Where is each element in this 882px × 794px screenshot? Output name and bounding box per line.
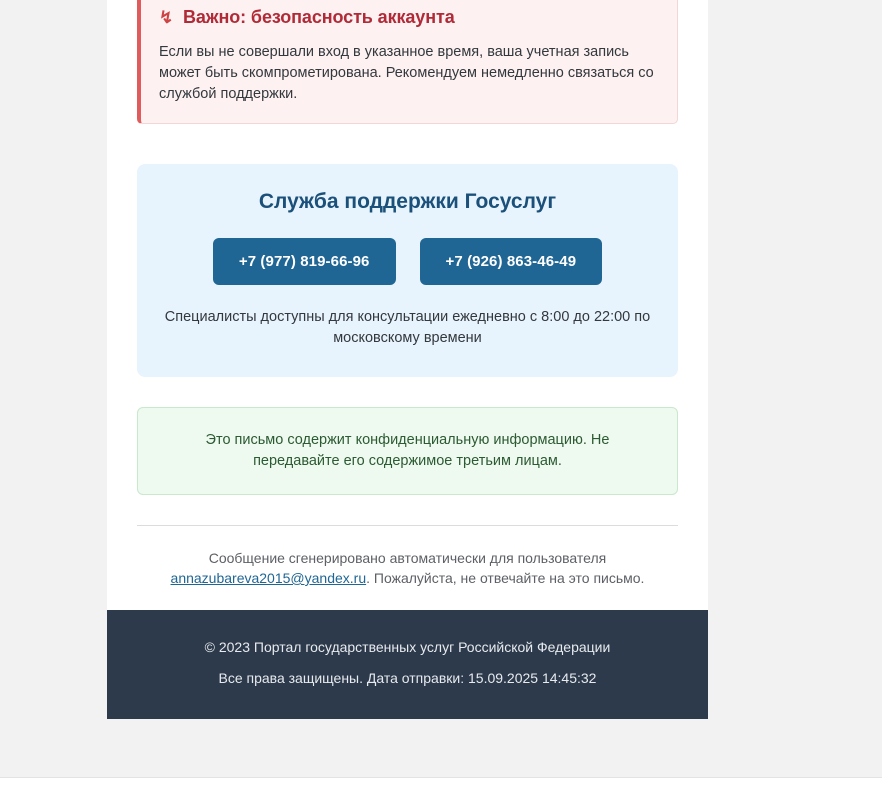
footer-divider xyxy=(137,525,678,526)
support-phone-button-2[interactable]: +7 (926) 863-46-49 xyxy=(420,238,603,285)
support-phone-row xyxy=(157,238,658,285)
support-phone-button-1[interactable]: +7 (977) 819-66-96 xyxy=(213,238,396,285)
security-warning-title xyxy=(159,7,659,28)
email-footer xyxy=(107,610,708,719)
warning-thermometer-icon: ↯ xyxy=(159,8,174,27)
footer-rights: Все права защищены. Дата отправки: 15.09.2025 14:45:32 xyxy=(218,670,597,686)
auto-note-suffix: . Пожалуйста, не отвечайте на это письмо. xyxy=(366,570,645,586)
support-title: Служба поддержки Госуслуг xyxy=(258,190,557,213)
footer-copyright: © 2023 Портал государственных услуг Российской Федерации xyxy=(204,639,611,655)
email-body xyxy=(107,0,708,610)
page-bottom-strip xyxy=(0,777,882,794)
support-box xyxy=(137,164,678,377)
auto-generated-note xyxy=(137,548,678,610)
auto-note-prefix: Сообщение сгенерировано автоматически для пользователя xyxy=(208,550,607,566)
security-warning-text: Если вы не совершали вход в указанное время, ваша учетная запись может быть скомпрометирована. Рекомендуем немедленно связаться со службой поддержки. xyxy=(159,44,654,102)
confidentiality-box xyxy=(137,407,678,495)
confidentiality-text: Это письмо содержит конфиденциальную информацию. Не передавайте его содержимое третьим лицам. xyxy=(205,432,610,469)
email-card xyxy=(107,0,708,719)
support-hours-text: Специалисты доступны для консультации ежедневно с 8:00 до 22:00 по московскому времени xyxy=(164,309,651,346)
security-warning-title-text: Важно: безопасность аккаунта xyxy=(183,7,455,27)
recipient-email-link[interactable]: annazubareva2015@yandex.ru xyxy=(170,570,367,586)
security-warning-box xyxy=(137,0,678,124)
